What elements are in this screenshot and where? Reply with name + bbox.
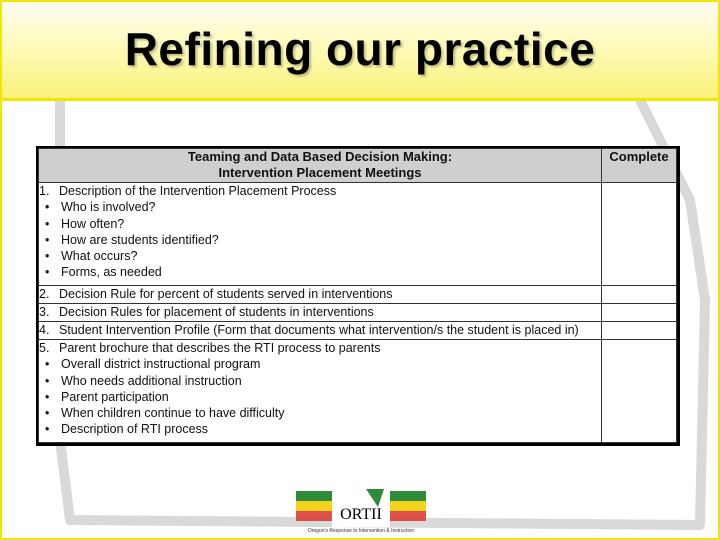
sub-list-item bbox=[39, 405, 601, 421]
complete-cell bbox=[602, 183, 677, 286]
bullet-icon: • bbox=[45, 357, 50, 372]
logo-text: ORTII bbox=[340, 506, 382, 523]
complete-cell bbox=[602, 285, 677, 303]
table-row bbox=[39, 183, 677, 286]
item-number: 4. bbox=[39, 322, 50, 337]
table-row bbox=[39, 340, 677, 443]
bullet-icon: • bbox=[45, 216, 50, 231]
item-cell bbox=[39, 183, 602, 286]
sub-list-item-text: Parent participation bbox=[61, 389, 169, 404]
checklist-table bbox=[38, 148, 677, 443]
item-cell bbox=[39, 340, 602, 443]
sub-list-item-text: Description of RTI process bbox=[61, 422, 209, 437]
sub-list-item bbox=[39, 356, 601, 372]
table-header-title bbox=[39, 149, 602, 183]
item-cell bbox=[39, 285, 602, 303]
checklist-table-frame bbox=[36, 146, 680, 446]
sub-list-item bbox=[39, 389, 601, 405]
bullet-icon: • bbox=[45, 232, 50, 247]
bullet-icon: • bbox=[45, 265, 50, 280]
item-text: Parent brochure that describes the RTI process to parents bbox=[59, 341, 381, 355]
item-text: Decision Rule for percent of students served in interventions bbox=[59, 286, 393, 301]
item-line bbox=[39, 340, 601, 356]
table-header-complete: Complete bbox=[602, 149, 677, 183]
sub-list-item-text: Who needs additional instruction bbox=[61, 373, 242, 388]
item-number: 1. bbox=[39, 184, 50, 198]
item-cell bbox=[39, 303, 602, 321]
sub-list-item bbox=[39, 232, 601, 248]
complete-cell bbox=[602, 321, 677, 339]
sub-list bbox=[39, 199, 601, 280]
sub-list-item-text: How often? bbox=[61, 216, 125, 231]
item-line bbox=[39, 304, 601, 320]
bullet-icon: • bbox=[45, 406, 50, 421]
complete-cell bbox=[602, 303, 677, 321]
item-text: Student Intervention Profile (Form that documents what intervention/s the student is placed in) bbox=[59, 322, 579, 337]
item-line bbox=[39, 322, 601, 338]
item-cell bbox=[39, 321, 602, 339]
item-text: Decision Rules for placement of students in interventions bbox=[59, 304, 374, 319]
sub-list bbox=[39, 356, 601, 437]
item-text: Description of the Intervention Placement Process bbox=[59, 184, 337, 198]
item-number: 3. bbox=[39, 304, 50, 319]
item-number: 2. bbox=[39, 286, 50, 301]
bullet-icon: • bbox=[45, 422, 50, 437]
sub-list-item bbox=[39, 216, 601, 232]
table-header-line1: Teaming and Data Based Decision Making: bbox=[187, 149, 453, 164]
sub-list-item-text: When children continue to have difficulty bbox=[61, 406, 285, 421]
sub-list-item-text: What occurs? bbox=[61, 249, 138, 264]
item-number: 5. bbox=[39, 341, 50, 355]
table-header-line2: Intervention Placement Meetings bbox=[218, 165, 422, 180]
complete-cell bbox=[602, 340, 677, 443]
sub-list-item bbox=[39, 421, 601, 437]
item-line bbox=[39, 183, 601, 199]
table-row bbox=[39, 303, 677, 321]
sub-list-item bbox=[39, 264, 601, 280]
bullet-icon: • bbox=[45, 373, 50, 388]
sub-list-item bbox=[39, 373, 601, 389]
table-row bbox=[39, 285, 677, 303]
sub-list-item bbox=[39, 199, 601, 215]
bullet-icon: • bbox=[45, 200, 50, 215]
bullet-icon: • bbox=[45, 249, 50, 264]
sub-list-item-text: Forms, as needed bbox=[61, 265, 162, 280]
sub-list-item-text: Who is involved? bbox=[61, 200, 156, 215]
sub-list-item-text: How are students identified? bbox=[61, 232, 219, 247]
logo-tagline: Oregon's Response to Intervention & Instruction bbox=[307, 528, 415, 534]
item-line bbox=[39, 286, 601, 302]
ortii-logo bbox=[296, 487, 426, 537]
bullet-icon: • bbox=[45, 389, 50, 404]
slide-title: Refining our practice bbox=[124, 23, 596, 75]
table-row bbox=[39, 321, 677, 339]
sub-list-item-text: Overall district instructional program bbox=[61, 357, 261, 372]
table-header-row bbox=[39, 149, 677, 183]
sub-list-item bbox=[39, 248, 601, 264]
